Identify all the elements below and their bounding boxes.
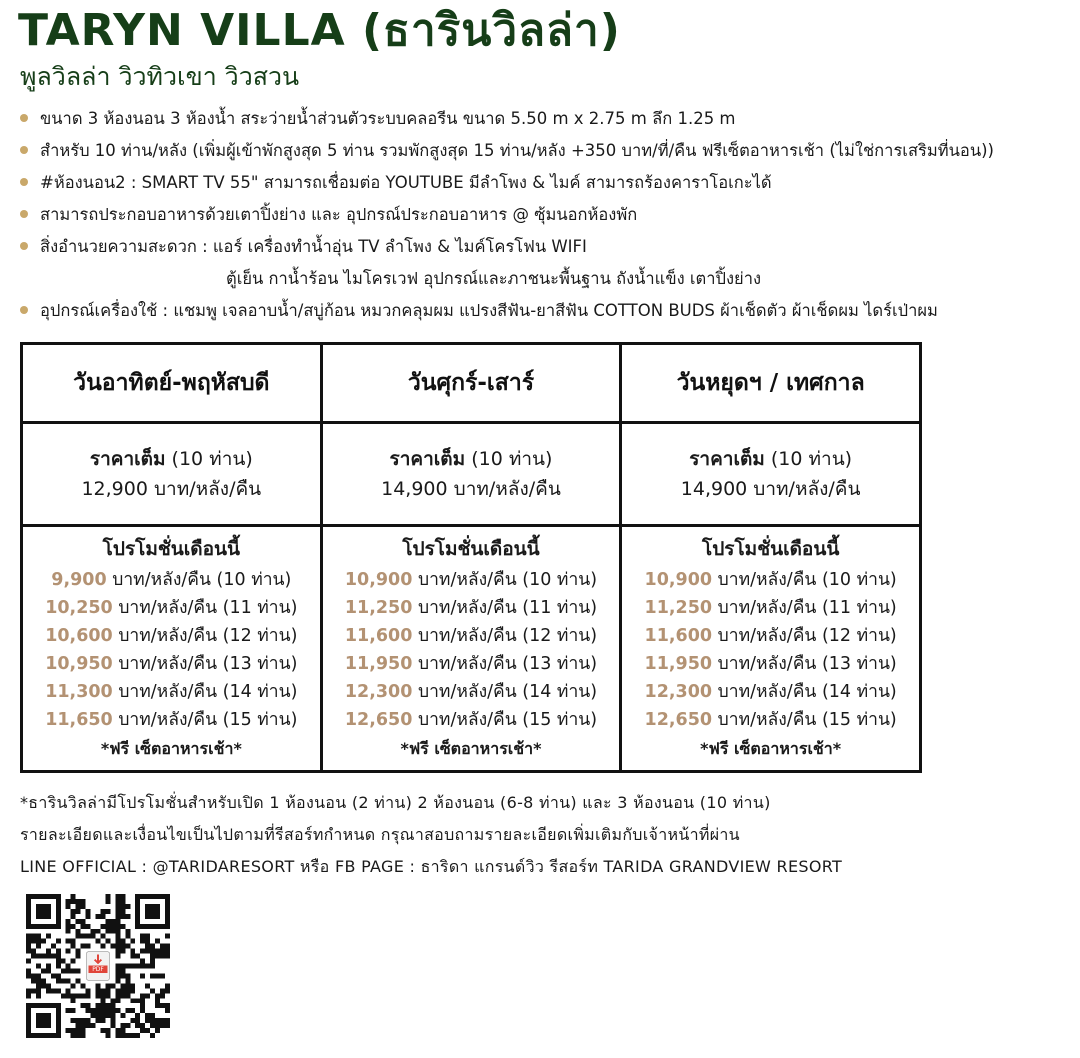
full-price-value: 14,900 บาท/หลัง/คืน <box>680 478 861 500</box>
promo-line <box>323 622 620 650</box>
bullet-icon <box>20 242 28 250</box>
promo-line <box>622 622 919 650</box>
column-header-holiday: วันหยุดฯ / เทศกาล <box>621 344 921 423</box>
qr-code-icon[interactable] <box>26 894 170 1038</box>
promo-price: 12,300 <box>344 681 413 702</box>
feature-item: สามารถประกอบอาหารด้วยเตาปิ้งย่าง และ อุปกรณ์ประกอบอาหาร @ ซุ้มนอกห้องพัก <box>20 199 1080 231</box>
promo-line <box>23 678 320 706</box>
promo-line <box>323 566 620 594</box>
promo-cell <box>621 526 921 772</box>
promo-line <box>23 566 320 594</box>
promo-unit: บาท/หลัง/คืน (10 ท่าน) <box>717 569 897 590</box>
promo-title: โปรโมชั่นเดือนนี้ <box>402 537 540 560</box>
promo-unit: บาท/หลัง/คืน (13 ท่าน) <box>118 653 298 674</box>
promo-price: 12,300 <box>644 681 713 702</box>
promo-unit: บาท/หลัง/คืน (10 ท่าน) <box>417 569 598 590</box>
promo-line <box>23 706 320 734</box>
promo-unit: บาท/หลัง/คืน (12 ท่าน) <box>717 625 897 646</box>
promo-unit: บาท/หลัง/คืน (13 ท่าน) <box>717 653 897 674</box>
note-line: *ธารินวิลล่ามีโปรโมชั่นสำหรับเปิด 1 ห้องนอน (2 ท่าน) 2 ห้องนอน (6-8 ท่าน) และ 3 ห้องนอน (10 ท่าน) <box>20 793 771 812</box>
promo-line <box>23 594 320 622</box>
promo-unit: บาท/หลัง/คืน (10 ท่าน) <box>112 569 292 590</box>
full-price-guests: (10 ท่าน) <box>770 448 853 470</box>
promo-line <box>622 566 919 594</box>
feature-item: ขนาด 3 ห้องนอน 3 ห้องน้ำ สระว่ายน้ำส่วนตัวระบบคลอรีน ขนาด 5.50 m x 2.75 m ลึก 1.25 m <box>20 103 1080 135</box>
bullet-icon <box>20 146 28 154</box>
full-price-value: 14,900 บาท/หลัง/คืน <box>381 478 561 500</box>
promo-line <box>622 594 919 622</box>
full-price-cell <box>321 423 621 526</box>
promo-note: *ฟรี เซ็ตอาหารเช้า* <box>400 738 542 758</box>
promo-unit: บาท/หลัง/คืน (15 ท่าน) <box>118 709 298 730</box>
promo-price: 11,650 <box>45 709 113 730</box>
promo-price: 11,600 <box>644 625 713 646</box>
promo-price: 9,900 <box>51 569 107 590</box>
full-price-cell <box>621 423 921 526</box>
feature-list <box>20 103 1080 327</box>
full-price-guests: (10 ท่าน) <box>171 448 253 470</box>
full-price-guests: (10 ท่าน) <box>471 448 553 470</box>
price-table <box>20 342 922 773</box>
feature-item: #ห้องนอน2 : SMART TV 55" สามารถเชื่อมต่อ YOUTUBE มีลำโพง & ไมค์ สามารถร้องคาราโอเกะได้ <box>20 167 1080 199</box>
promo-unit: บาท/หลัง/คืน (14 ท่าน) <box>717 681 897 702</box>
pdf-badge-label: PDF <box>92 965 104 973</box>
promo-price: 11,950 <box>344 653 413 674</box>
promo-price: 10,950 <box>45 653 113 674</box>
note-line: รายละเอียดและเงื่อนไขเป็นไปตามที่รีสอร์ทกำหนด กรุณาสอบถามรายละเอียดเพิ่มเติมกับเจ้าหน้าที่ผ่าน <box>20 825 740 844</box>
promo-line <box>323 594 620 622</box>
note-line: LINE OFFICIAL : @TARIDARESORT หรือ FB PAGE : ธาริดา แกรนด์วิว รีสอร์ท TARIDA GRANDVIEW RESORT <box>20 857 843 876</box>
table-header-row <box>22 344 921 423</box>
feature-item-continuation: ตู้เย็น กาน้ำร้อน ไมโครเวฟ อุปกรณ์และภาชนะพื้นฐาน ถังน้ำแข็ง เตาปิ้งย่าง <box>226 269 762 288</box>
promo-line <box>23 650 320 678</box>
feature-item: สำหรับ 10 ท่าน/หลัง (เพิ่มผู้เข้าพักสูงสุด 5 ท่าน รวมพักสูงสุด 15 ท่าน/หลัง +350 บาท/ที่/คืน ฟรีเซ็ตอาหารเช้า (ไม่ใช่การเสริมที่นอน)) <box>20 135 1080 167</box>
promo-line <box>622 650 919 678</box>
promo-line <box>622 706 919 734</box>
full-price-label: ราคาเต็ม <box>89 448 166 470</box>
bullet-icon <box>20 114 28 122</box>
full-price-value: 12,900 บาท/หลัง/คืน <box>81 478 262 500</box>
feature-item: อุปกรณ์เครื่องใช้ : แชมพู เจลอาบน้ำ/สบู่ก้อน หมวกคลุมผม แปรงสีฟัน-ยาสีฟัน COTTON BUDS ผ้าเช็ดตัว ผ้าเช็ดผม ไดร์เป่าผม <box>20 295 1080 327</box>
promo-line <box>622 678 919 706</box>
promo-price: 11,250 <box>644 597 713 618</box>
promo-price: 11,250 <box>344 597 413 618</box>
promo-price: 11,950 <box>644 653 713 674</box>
full-price-cell <box>22 423 322 526</box>
promo-unit: บาท/หลัง/คืน (14 ท่าน) <box>417 681 598 702</box>
promo-price: 10,600 <box>45 625 113 646</box>
column-header-weekday: วันอาทิตย์-พฤหัสบดี <box>22 344 322 423</box>
promo-title: โปรโมชั่นเดือนนี้ <box>702 537 840 560</box>
promo-unit: บาท/หลัง/คืน (14 ท่าน) <box>118 681 298 702</box>
pdf-badge-icon <box>81 949 116 984</box>
promo-line <box>23 622 320 650</box>
promo-price: 12,650 <box>644 709 713 730</box>
promo-row <box>22 526 921 772</box>
full-price-label: ราคาเต็ม <box>389 448 466 470</box>
bullet-icon <box>20 178 28 186</box>
bullet-icon <box>20 306 28 314</box>
promo-price: 10,900 <box>644 569 713 590</box>
column-header-weekend: วันศุกร์-เสาร์ <box>321 344 621 423</box>
promo-note: *ฟรี เซ็ตอาหารเช้า* <box>100 738 242 758</box>
promo-unit: บาท/หลัง/คืน (11 ท่าน) <box>417 597 598 618</box>
promo-line <box>323 678 620 706</box>
promo-cell <box>321 526 621 772</box>
promo-price: 10,250 <box>45 597 113 618</box>
promo-unit: บาท/หลัง/คืน (12 ท่าน) <box>417 625 598 646</box>
page-subtitle: พูลวิลล่า วิวทิวเขา วิวสวน <box>20 62 300 91</box>
promo-unit: บาท/หลัง/คืน (15 ท่าน) <box>417 709 598 730</box>
promo-line <box>323 706 620 734</box>
promo-price: 12,650 <box>344 709 413 730</box>
promo-note: *ฟรี เซ็ตอาหารเช้า* <box>700 738 842 758</box>
promo-line <box>323 650 620 678</box>
promo-price: 11,300 <box>45 681 113 702</box>
promo-price: 11,600 <box>344 625 413 646</box>
promo-unit: บาท/หลัง/คืน (12 ท่าน) <box>118 625 298 646</box>
promo-unit: บาท/หลัง/คืน (11 ท่าน) <box>118 597 298 618</box>
notes-list <box>20 787 842 883</box>
full-price-row <box>22 423 921 526</box>
promo-unit: บาท/หลัง/คืน (13 ท่าน) <box>417 653 598 674</box>
promo-cell <box>22 526 322 772</box>
promo-unit: บาท/หลัง/คืน (11 ท่าน) <box>717 597 897 618</box>
feature-item: สิ่งอำนวยความสะดวก : แอร์ เครื่องทำน้ำอุ่น TV ลำโพง & ไมค์โครโฟน WIFI <box>20 231 1080 263</box>
page-title: TARYN VILLA (ธารินวิลล่า) <box>18 5 621 56</box>
promo-price: 10,900 <box>344 569 413 590</box>
promo-unit: บาท/หลัง/คืน (15 ท่าน) <box>717 709 897 730</box>
bullet-icon <box>20 210 28 218</box>
full-price-label: ราคาเต็ม <box>689 448 765 470</box>
promo-title: โปรโมชั่นเดือนนี้ <box>102 537 240 560</box>
